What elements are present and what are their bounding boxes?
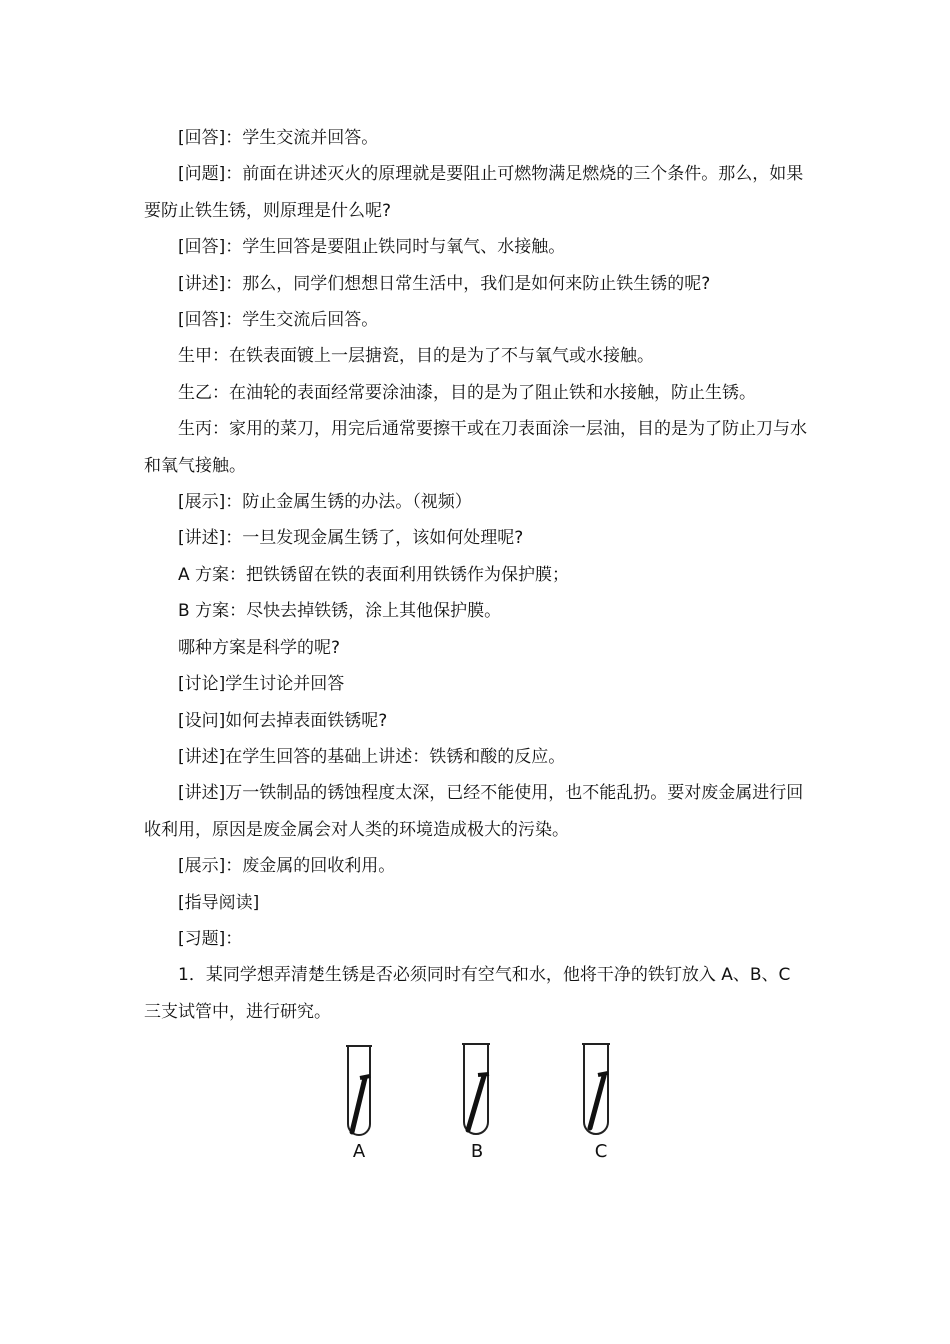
paragraph-student-c: 生丙：家用的菜刀，用完后通常要擦干或在刀表面涂一层油，目的是为了防止刀与水和氧气接触。 [144, 419, 807, 476]
paragraph-narration-4: [讲述]万一铁制品的锈蚀程度太深，已经不能使用，也不能乱扔。要对废金属进行回收利用，原因是废金属会对人类的环境造成极大的污染。 [144, 783, 804, 840]
paragraph-exercises: [习题]： [178, 928, 243, 949]
test-tubes-figure [330, 1040, 630, 1170]
paragraph-show-1: [展示]：防止金属生锈的办法。（视频） [178, 492, 472, 513]
paragraph-discussion: [讨论]学生讨论并回答 [178, 674, 345, 695]
paragraph-ask: [设问]如何去掉表面铁锈呢? [178, 710, 388, 731]
paragraph-guided-reading: [指导阅读] [178, 892, 260, 913]
paragraph-answer-3: [回答]：学生交流后回答。 [178, 310, 379, 331]
paragraph-question: [问题]：前面在讲述灭火的原理就是要阻止可燃物满足燃烧的三个条件。那么，如果要防止铁生锈，则原理是什么呢? [144, 164, 804, 221]
paragraph-answer-2: [回答]：学生回答是要阻止铁同时与氧气、水接触。 [178, 237, 566, 258]
test-tube-b-drawing [456, 1040, 498, 1140]
test-tube-b [456, 1040, 498, 1170]
test-tube-a [338, 1040, 380, 1170]
document-body [144, 120, 808, 1030]
paragraph-plan-a: A 方案：把铁锈留在铁的表面利用铁锈作为保护膜； [178, 564, 570, 585]
paragraph-show-2: [展示]：废金属的回收利用。 [178, 856, 396, 877]
paragraph-which-plan: 哪种方案是科学的呢? [178, 637, 341, 658]
test-tube-a-label: A [352, 1141, 366, 1162]
paragraph-student-a: 生甲：在铁表面镀上一层搪瓷，目的是为了不与氧气或水接触。 [178, 346, 654, 367]
paragraph-narration-2: [讲述]：一旦发现金属生锈了，该如何处理呢? [178, 528, 524, 549]
paragraph-exercise-1: 1．某同学想弄清楚生锈是否必须同时有空气和水，他将干净的铁钉放入 A、B、C 三支试管中，进行研究。 [144, 965, 791, 1022]
paragraph-answer-1: [回答]：学生交流并回答。 [178, 128, 379, 148]
test-tube-c [580, 1040, 622, 1170]
paragraph-narration-1: [讲述]：那么，同学们想想日常生活中，我们是如何来防止铁生锈的呢? [178, 273, 711, 294]
test-tube-b-label: B [470, 1141, 484, 1162]
test-tube-a-drawing [338, 1040, 380, 1140]
paragraph-student-b: 生乙：在油轮的表面经常要涂油漆，目的是为了阻止铁和水接触，防止生锈。 [178, 382, 756, 403]
paragraph-narration-3: [讲述]在学生回答的基础上讲述：铁锈和酸的反应。 [178, 746, 566, 767]
test-tube-c-drawing [580, 1040, 622, 1140]
test-tube-c-label: C [594, 1141, 608, 1162]
paragraph-plan-b: B 方案：尽快去掉铁锈，涂上其他保护膜。 [178, 601, 502, 622]
